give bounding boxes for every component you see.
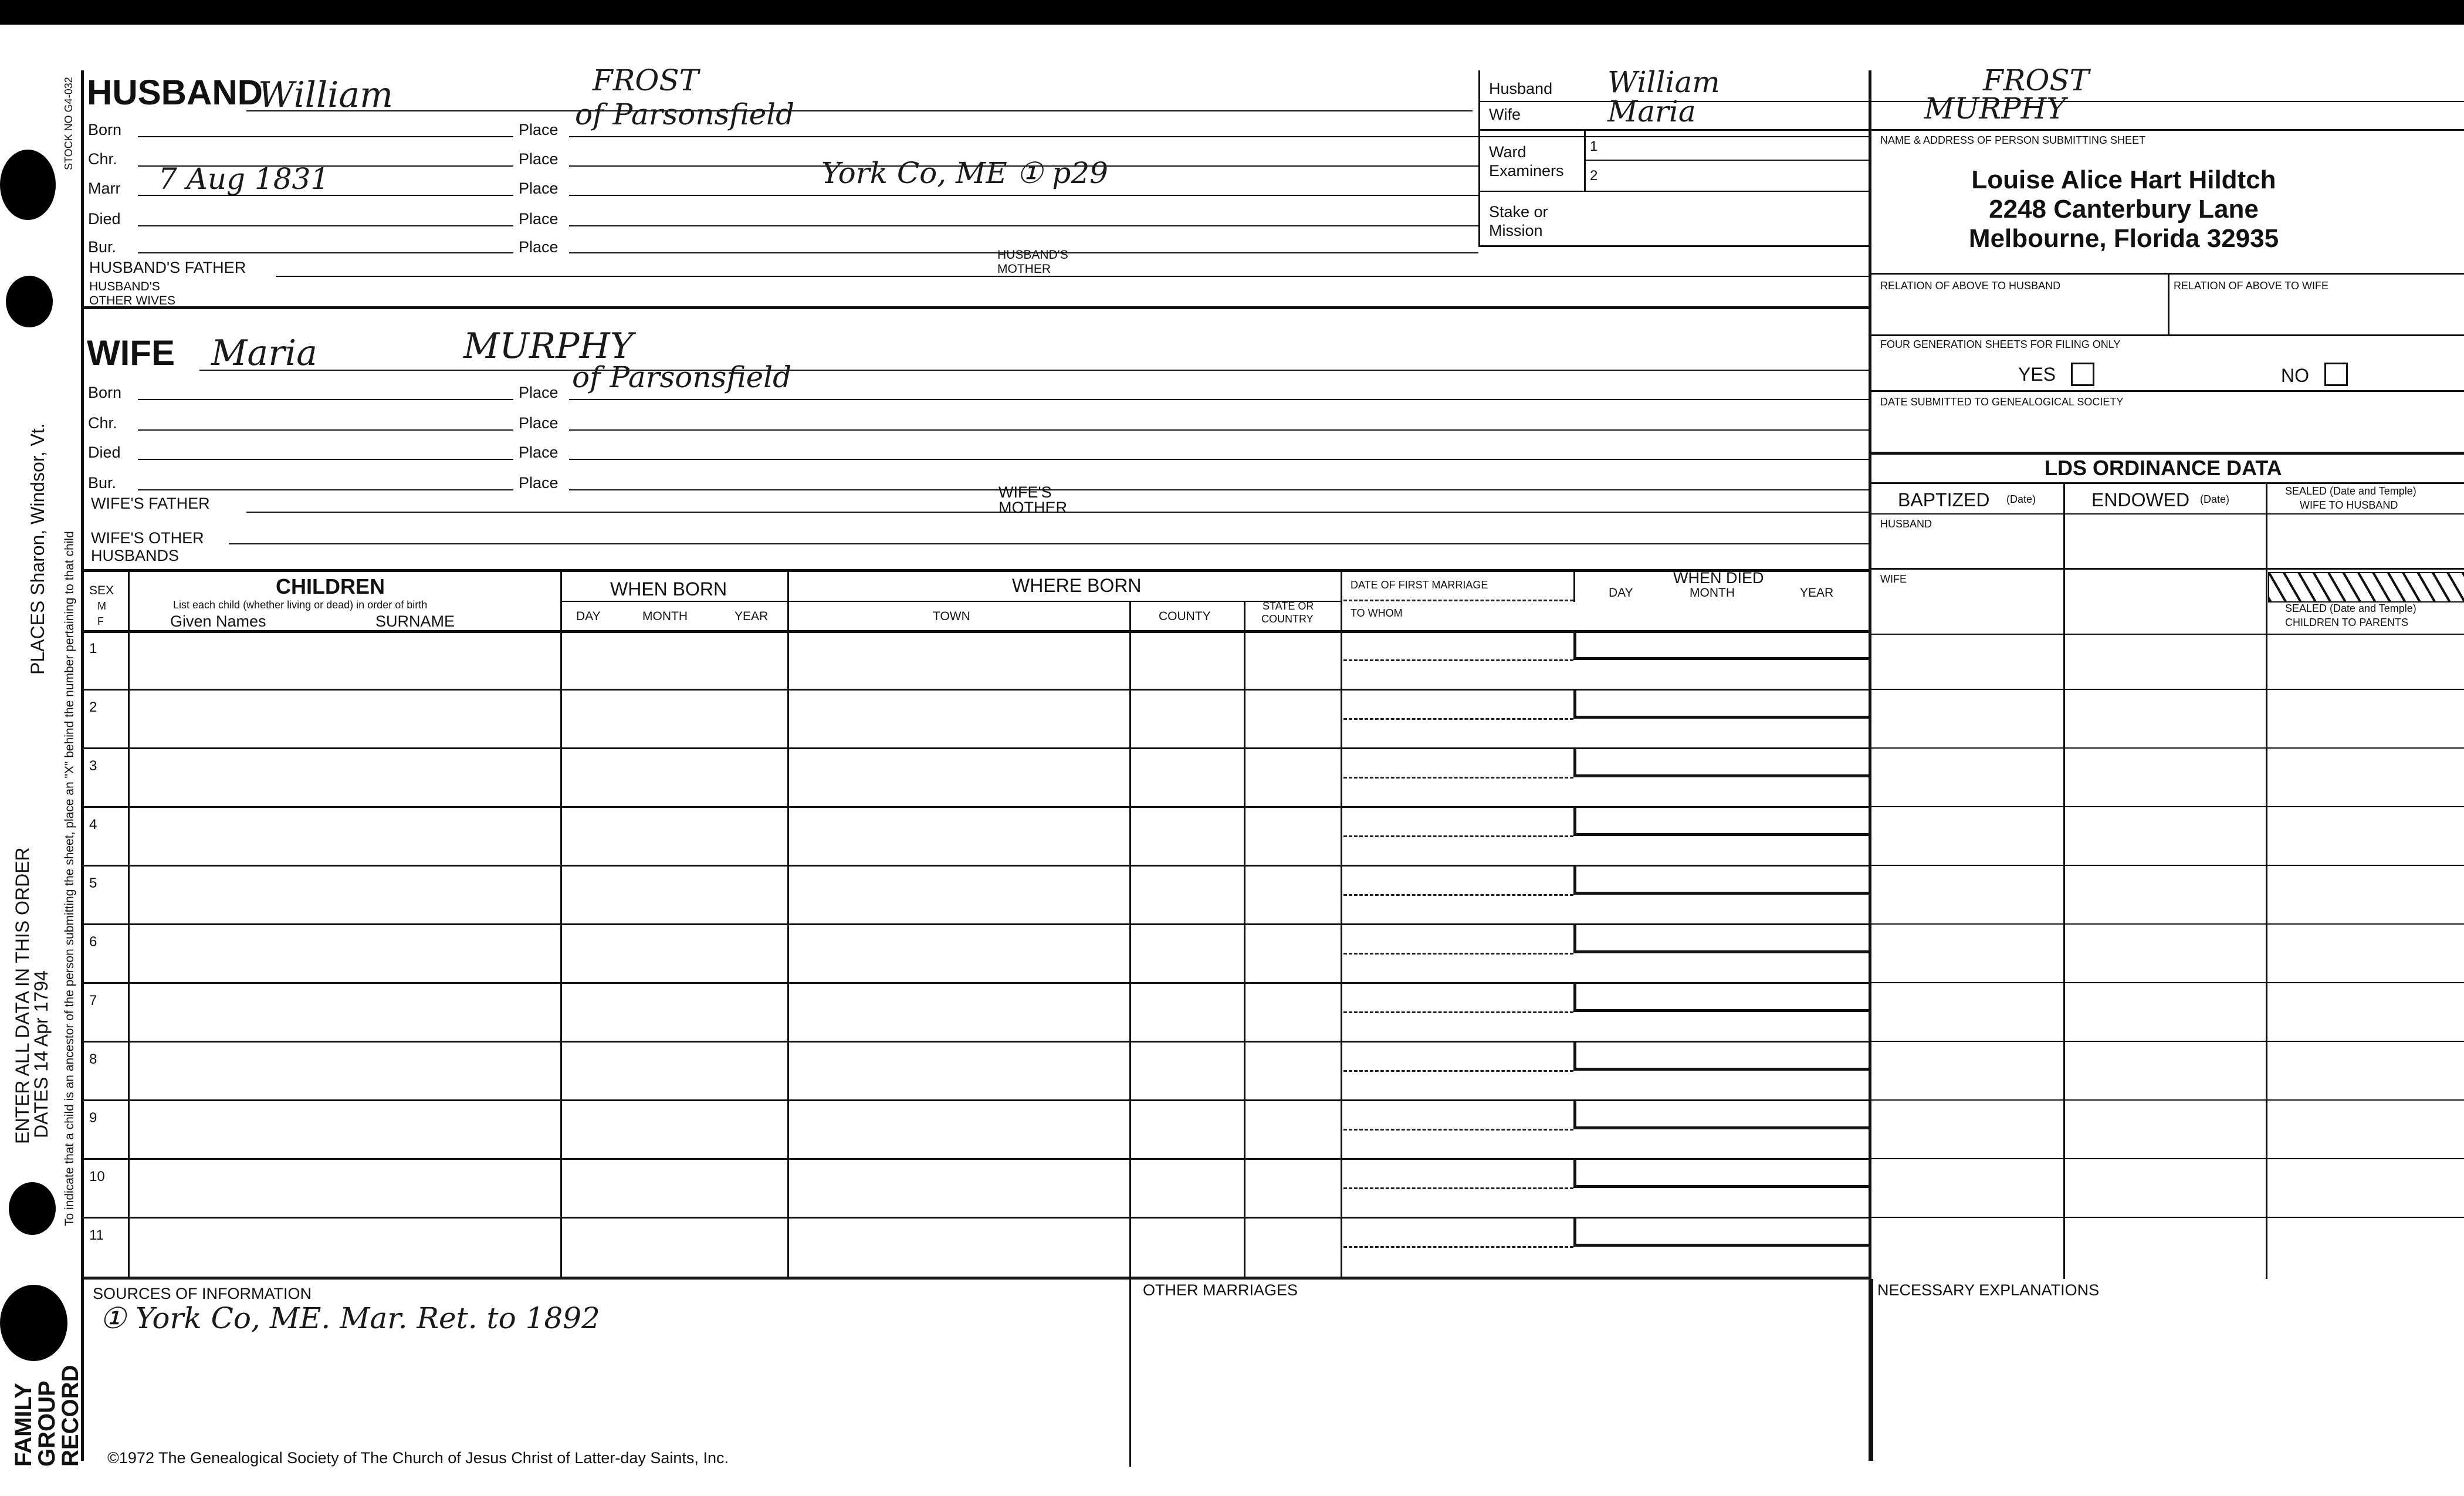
form-title-family: FAMILY — [11, 1383, 36, 1467]
state-label-2: COUNTRY — [1261, 613, 1314, 625]
sex-m: M — [97, 600, 106, 612]
born-day-label: DAY — [576, 610, 601, 623]
submitter-name: Louise Alice Hart Hildtch — [1971, 165, 2276, 194]
sealed-wife-label-2: WIFE TO HUSBAND — [2300, 499, 2398, 511]
child-row-number: 10 — [89, 1169, 105, 1184]
mid-divider — [1478, 70, 1480, 246]
sex-f: F — [97, 615, 104, 627]
husband-other-wives-2: OTHER WIVES — [89, 294, 176, 307]
county-label: COUNTY — [1159, 610, 1211, 623]
children-heading: CHILDREN — [276, 574, 385, 598]
sealed-children-label-2: CHILDREN TO PARENTS — [2285, 617, 2409, 628]
wife-name-line — [199, 370, 1869, 371]
form-title-record: RECORD — [57, 1365, 83, 1467]
submitter-city: Melbourne, Florida 32935 — [1968, 224, 2279, 253]
child-row-number: 5 — [89, 875, 97, 891]
places-example: PLACES Sharon, Windsor, Vt. — [27, 423, 48, 675]
husband-marr-label: Marr — [88, 180, 121, 197]
where-born-label: WHERE BORN — [1012, 575, 1142, 596]
no-label: NO — [2281, 365, 2309, 386]
binder-hole — [6, 276, 53, 327]
husband-bur-place-label: Place — [519, 238, 559, 256]
husband-name-line — [246, 110, 1473, 111]
no-checkbox[interactable] — [2324, 363, 2348, 386]
husband-heading: HUSBAND — [87, 73, 263, 112]
husband-died-label: Died — [88, 210, 121, 228]
necessary-explanations-label: NECESSARY EXPLANATIONS — [1877, 1281, 2100, 1299]
wife-heading: WIFE — [87, 333, 175, 373]
wife-died-label: Died — [88, 444, 121, 461]
when-died-label: WHEN DIED — [1673, 569, 1764, 587]
date-submitted-label: DATE SUBMITTED TO GENEALOGICAL SOCIETY — [1880, 396, 2124, 408]
copyright: ©1972 The Genealogical Society of The Church of Jesus Christ of Latter-day Saints, Inc. — [107, 1449, 729, 1467]
husband-died-place-label: Place — [519, 210, 559, 228]
wife-bur-place-label: Place — [519, 474, 559, 492]
stake-label: Stake or — [1489, 203, 1548, 221]
enter-all-data: ENTER ALL DATA IN THIS ORDER — [12, 847, 33, 1144]
born-month-label: MONTH — [642, 610, 688, 623]
husband-marr-date[interactable]: 7 Aug 1831 — [158, 162, 330, 196]
left-frame — [81, 70, 84, 1461]
husband-born-place-label: Place — [519, 121, 559, 138]
binder-hole — [9, 1182, 56, 1235]
child-row-number: 1 — [89, 641, 97, 656]
wife-born-place[interactable]: of Parsonsfield — [572, 360, 792, 394]
other-marriages-label: OTHER MARRIAGES — [1143, 1281, 1298, 1299]
wife-surname[interactable]: MURPHY — [463, 326, 634, 367]
right-panel-divider — [1869, 70, 1871, 1461]
baptized-label: BAPTIZED — [1898, 489, 1990, 510]
examiner-1: 1 — [1590, 138, 1598, 154]
husband-other-wives-1: HUSBAND'S — [89, 280, 160, 293]
child-row-number: 3 — [89, 758, 97, 774]
relation-husband-label: RELATION OF ABOVE TO HUSBAND — [1880, 280, 2061, 292]
four-generation-label: FOUR GENERATION SHEETS FOR FILING ONLY — [1880, 339, 2121, 350]
sex-label: SEX — [89, 584, 114, 597]
wife-mother-label-2: MOTHER — [999, 499, 1067, 516]
summary-husband-surname[interactable]: FROST — [1983, 63, 2089, 97]
wife-given-name[interactable]: Maria — [211, 333, 317, 374]
child-row-number: 4 — [89, 817, 97, 832]
sealed-wife-label-1: SEALED (Date and Temple) — [2285, 485, 2416, 497]
summary-husband-given[interactable]: William — [1607, 65, 1720, 99]
sources-value[interactable]: ① York Co, ME. Mar. Ret. to 1892 — [100, 1301, 600, 1335]
wife-chr-label: Chr. — [88, 414, 117, 432]
right-panel-divider-2 — [1871, 1279, 1873, 1461]
husband-given-name[interactable]: William — [258, 75, 394, 116]
died-year-label: YEAR — [1800, 586, 1834, 600]
top-border — [0, 0, 2464, 25]
child-row-number: 7 — [89, 993, 97, 1008]
children-surname-label: SURNAME — [375, 612, 455, 630]
husband-mother-label-2: MOTHER — [997, 262, 1051, 276]
submitter-street: 2248 Canterbury Lane — [1989, 195, 2259, 224]
wife-born-place-label: Place — [519, 384, 559, 401]
children-header-bottom — [81, 630, 1870, 633]
husband-chr-label: Chr. — [88, 150, 117, 168]
child-ancestor-note: To indicate that a child is an ancestor of the person submitting the sheet, place an "X" behind the number pertaining to that child — [63, 531, 76, 1226]
yes-label: YES — [2018, 364, 2056, 385]
binder-hole — [0, 1285, 67, 1361]
lds-heading: LDS ORDINANCE DATA — [2045, 456, 2282, 480]
baptized-date-label: (Date) — [2006, 493, 2036, 505]
husband-surname[interactable]: FROST — [593, 63, 699, 97]
child-row-number: 9 — [89, 1110, 97, 1126]
child-row-number: 8 — [89, 1051, 97, 1067]
summary-husband-label: Husband — [1489, 80, 1553, 97]
sealed-children-label-1: SEALED (Date and Temple) — [2285, 603, 2416, 614]
children-instruction: List each child (whether living or dead) in order of birth — [173, 599, 428, 611]
husband-marr-place-label: Place — [519, 180, 559, 197]
children-table-bottom — [81, 1277, 1870, 1280]
husband-section-bottom — [81, 306, 1870, 309]
child-row-number: 2 — [89, 699, 97, 715]
husband-mother-label-1: HUSBAND'S — [997, 248, 1068, 262]
wife-other-husbands-1: WIFE'S OTHER — [91, 529, 204, 547]
first-marriage-label: DATE OF FIRST MARRIAGE — [1351, 579, 1488, 591]
wife-mother-label-1: WIFE'S — [999, 483, 1052, 501]
lds-husband-label: HUSBAND — [1880, 518, 1932, 530]
wife-other-husbands-2: HUSBANDS — [91, 547, 180, 564]
wife-father-label: WIFE'S FATHER — [91, 495, 210, 512]
wife-died-place-label: Place — [519, 444, 559, 461]
husband-born-place[interactable]: of Parsonsfield — [575, 97, 795, 131]
ward-label: Ward — [1489, 143, 1527, 161]
died-day-label: DAY — [1609, 586, 1633, 600]
examiners-label: Examiners — [1489, 162, 1564, 180]
husband-born-label: Born — [88, 121, 122, 138]
binder-hole — [0, 150, 56, 220]
stock-number: STOCK NO G4-032 — [63, 77, 75, 170]
relation-wife-label: RELATION OF ABOVE TO WIFE — [2174, 280, 2329, 292]
wife-bur-label: Bur. — [88, 474, 117, 492]
form-title-group: GROUP — [34, 1380, 60, 1467]
when-born-label: WHEN BORN — [610, 578, 727, 600]
to-whom-label: TO WHOM — [1351, 607, 1403, 619]
endowed-date-label: (Date) — [2200, 493, 2230, 505]
lds-wife-label: WIFE — [1880, 573, 1907, 585]
summary-wife-label: Wife — [1489, 106, 1521, 123]
wife-chr-place-label: Place — [519, 414, 559, 432]
husband-marr-place[interactable]: York Co, ME ① p29 — [821, 156, 1108, 190]
given-names-label: Given Names — [170, 612, 266, 630]
husband-father-label: HUSBAND'S FATHER — [89, 259, 246, 276]
town-label: TOWN — [933, 610, 970, 623]
died-month-label: MONTH — [1690, 586, 1735, 600]
yes-checkbox[interactable] — [2071, 363, 2094, 386]
husband-bur-label: Bur. — [88, 238, 117, 256]
wife-born-label: Born — [88, 384, 122, 401]
examiner-2: 2 — [1590, 168, 1598, 184]
child-row-number: 11 — [89, 1227, 104, 1243]
child-row-number: 6 — [89, 934, 97, 950]
summary-wife-given[interactable]: Maria — [1607, 94, 1696, 128]
summary-wife-surname[interactable]: MURPHY — [1924, 92, 2066, 126]
husband-chr-place-label: Place — [519, 150, 559, 168]
dates-example: DATES 14 Apr 1794 — [31, 970, 52, 1138]
submitter-label: NAME & ADDRESS OF PERSON SUBMITTING SHEET — [1880, 134, 2146, 146]
state-label-1: STATE OR — [1263, 600, 1314, 612]
sealed-hatched-area — [2268, 572, 2464, 603]
endowed-label: ENDOWED — [2091, 489, 2190, 510]
sources-label: SOURCES OF INFORMATION — [93, 1285, 312, 1302]
mission-label: Mission — [1489, 222, 1543, 239]
born-year-label: YEAR — [735, 610, 769, 623]
